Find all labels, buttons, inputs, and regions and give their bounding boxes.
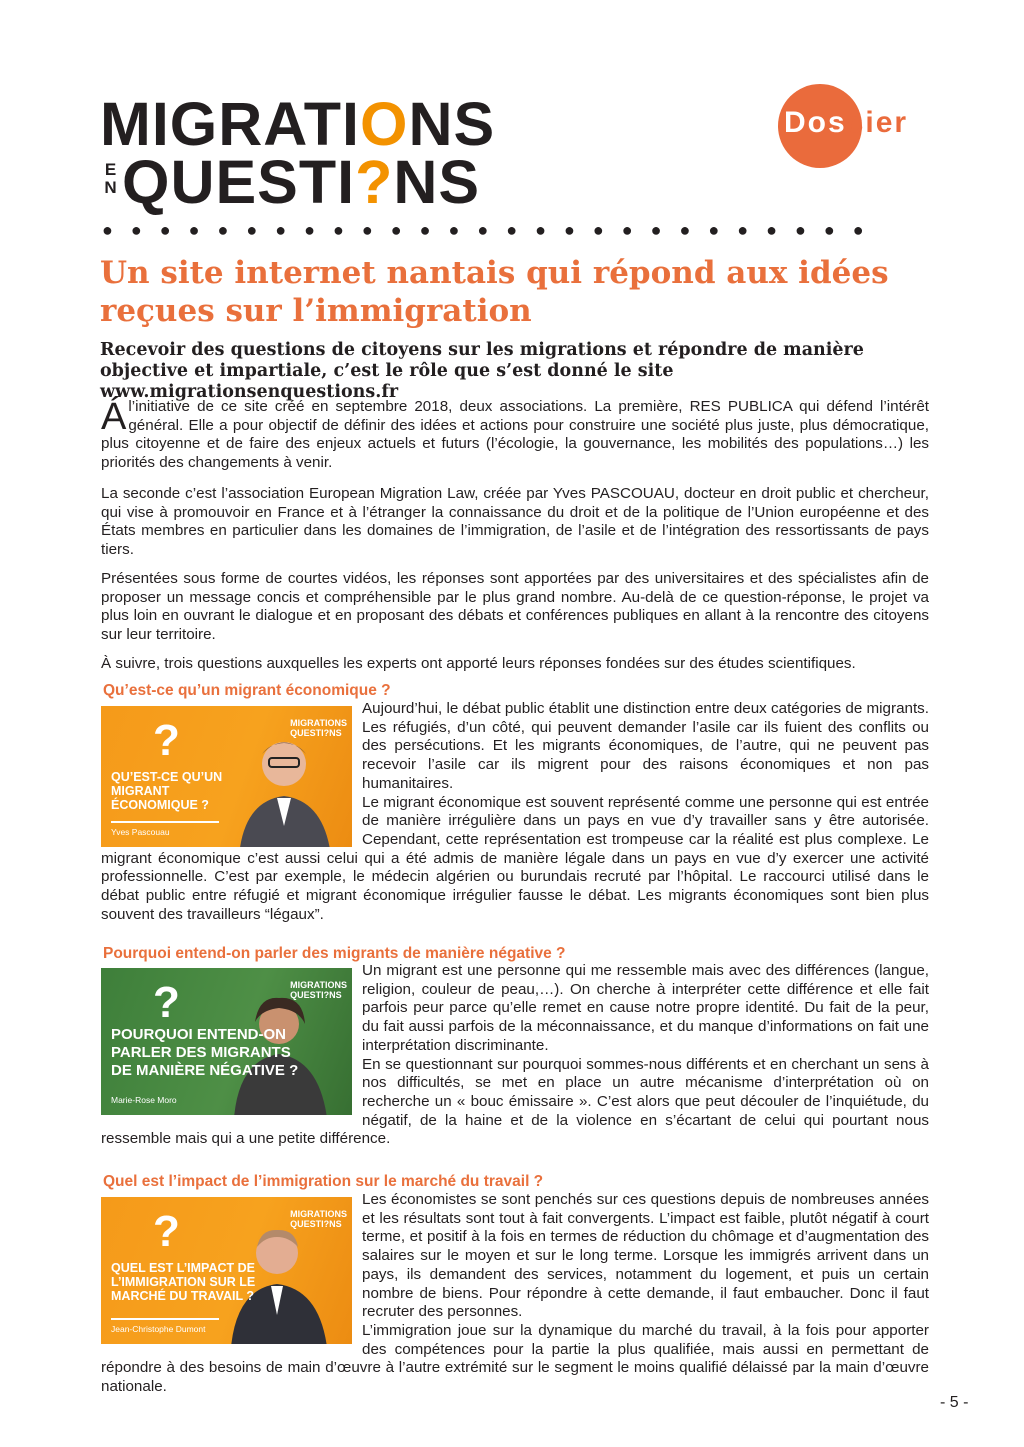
video-thumbnail-1[interactable]	[101, 706, 352, 847]
intro-paragraph-4: À suivre, trois questions auxquelles les experts ont apporté leurs réponses fondées sur des études scientifiques.	[101, 655, 856, 672]
speaker-name: Yves Pascouau	[111, 827, 170, 837]
speaker-name: Jean-Christophe Dumont	[111, 1324, 206, 1334]
article-lead: Recevoir des questions de citoyens sur les migrations et répondre de manière objective et impartiale, c’est le rôle que s’est donné le site www.migrationsenquestions.fr	[100, 340, 864, 402]
question-2-paragraph-2: En se questionnant sur pourquoi sommes-nous différents et en cherchant un sens à nos difficultés, se met en place un autre mécanisme d’interprétation où on recherche un « bouc émissaire ». C’est alors que peut découler de l’inquiétude, du négatif, de la haine et de la violence en s’écartant de celui qui pourtant nous ressemble mais qui a une petite différence.	[101, 1055, 929, 1148]
question-title-3: Quel est l’impact de l’immigration sur le marché du travail ?	[103, 1173, 544, 1190]
question-block-1	[101, 700, 929, 924]
page-number: - 5 -	[940, 1394, 969, 1411]
video-thumbnail-2[interactable]	[101, 968, 352, 1115]
speaker-name: Marie-Rose Moro	[111, 1095, 177, 1105]
question-block-2	[101, 962, 929, 1149]
logo-en: E N	[104, 160, 118, 197]
thumbnail-underline	[111, 821, 219, 823]
thumbnail-logo: MIGRATIONS QUESTI?NS	[290, 980, 347, 1000]
question-mark-icon: ?	[153, 716, 180, 765]
article-title: Un site internet nantais qui répond aux idées reçues sur l’immigration	[100, 255, 889, 329]
question-3-paragraph-1: Les économistes se sont penchés sur ces questions depuis de nombreuses années et les résultats sont tout à fait convergents. L’impact est faible, plutôt négatif à court terme, et positif à la fois en termes de réduction du chômage et d’augmentation des salaires sur le moyen et sur le long terme. Lorsque les immigrés arrivent dans un pays, ils demandent des services, notamment du logement, et puis un certain nombre de biens. Pour répondre à cette demande, il faut embaucher. Donc il faut recruter des personnes.	[362, 1191, 929, 1321]
thumbnail-underline	[111, 1318, 219, 1320]
speaker-photo	[219, 726, 339, 847]
question-mark-icon: ?	[153, 978, 180, 1027]
intro-paragraph-1: Ál’initiative de ce site créé en septembre 2018, deux associations. La première, RES PUBLICA qui défend l’intérêt général. Elle a pour objectif de définir des idées et actions pour construire une société plus juste, plus démocratique, plus citoyenne et de faire des enjeux actuels et futurs (l’écologie, la gouvernance, les mobilités des populations…) les priorités des changements à venir.	[101, 396, 929, 472]
logo-line-questions: E NQUESTI?NS	[100, 152, 480, 213]
video-thumbnail-3[interactable]	[101, 1197, 352, 1344]
thumbnail-logo: MIGRATIONS QUESTI?NS	[290, 718, 347, 738]
dropcap: Á	[101, 396, 127, 438]
intro-paragraph-3: Présentées sous forme de courtes vidéos, les réponses sont apportées par des universitaires et des spécialistes afin de proposer un message concis et compréhensible par le plus grand nombre. Au-delà de ce question-réponse, le projet va plus loin en ouvrant le dialogue et en proposant des débats et conférences publiques en allant à la rencontre des citoyens sur leur territoire.	[101, 570, 929, 644]
question-block-3	[101, 1191, 929, 1397]
question-1-paragraph-2: Le migrant économique est souvent représenté comme une personne qui est entrée de manière irrégulière dans un pays en vue d’y travailler sans y être autorisée. Cependant, cette représentation est trompeuse car la réalité est plus complexe. Le migrant économique c’est aussi celui qui a été admis de manière légale dans un pays en vue d’y exercer une activité professionnelle. C’est par exemple, le médecin algérien ou burundais recruté par l’hôpital. Le raccourci utilisé dans le débat public entre réfugié et migrant économique irrégulier fausse le débat. Les migrants économiques sont bien plus souvent des travailleurs “légaux”.	[101, 793, 929, 923]
logo-line-migrations: MIGRATIONS	[100, 90, 496, 158]
thumbnail-title: QUEL EST L’IMPACT DE L’IMMIGRATION SUR LE MARCHÉ DU TRAVAIL ?	[111, 1261, 256, 1303]
thumbnail-title: QU’EST-CE QU’UN MIGRANT ÉCONOMIQUE ?	[111, 770, 223, 812]
thumbnail-logo: MIGRATIONS QUESTI?NS	[290, 1209, 347, 1229]
question-mark-icon: ?	[153, 1207, 180, 1256]
intro-paragraph-2: La seconde c’est l’association European Migration Law, créée par Yves PASCOUAU, docteur en droit public et chercheur, qui vise à promouvoir en France et à l’étranger la connaissance du droit et de la politique de l’Union européenne et des États membres en particulier dans les domaines de l’immigration, de l’asile et de l’intégration des ressortissants de pays tiers.	[101, 485, 929, 559]
thumbnail-title: POURQUOI ENTEND-ON PARLER DES MIGRANTS DE MANIÈRE NÉGATIVE ?	[111, 1026, 299, 1079]
question-title-1: Qu’est-ce qu’un migrant économique ?	[103, 682, 391, 699]
logo-dots: ● ● ● ● ● ● ● ● ● ● ● ● ● ● ● ● ● ● ● ● ● ● ● ● ● ● ●	[102, 220, 871, 240]
question-3-paragraph-2: L’immigration joue sur la dynamique du marché du travail, à la fois pour apporter des compétences pour la partie la plus qualifiée, mais aussi en permettant de répondre à des besoins de main d’œuvre à l’autre extrémité sur le segment le moins qualifié délaissé par la main d’œuvre nationale.	[101, 1321, 929, 1396]
question-2-paragraph-1: Un migrant est une personne qui me ressemble mais avec des différences (langue, religion, couleur de peau,…). On cherche à interpréter cette différence et elle fait parfois peur parce qu’elle remet en cause notre propre identité. Du fait de la peur, du fait aussi parfois de la méconnaissance, et du manque d’informations on fait une interprétation discriminante.	[362, 962, 929, 1054]
dossier-label: Dossier	[784, 106, 909, 139]
question-title-2: Pourquoi entend-on parler des migrants de manière négative ?	[103, 945, 566, 962]
question-1-paragraph-1: Aujourd’hui, le débat public établit une distinction entre deux catégories de migrants. Les réfugiés, d’un côté, qui peuvent demander l’asile car ils fuient des conflits ou des persécutions. Et les migrants économiques, de l’autre, qui ne peuvent pas recevoir l’asile car ils migrent pour des raisons économiques et non pas humanitaires.	[362, 700, 929, 792]
